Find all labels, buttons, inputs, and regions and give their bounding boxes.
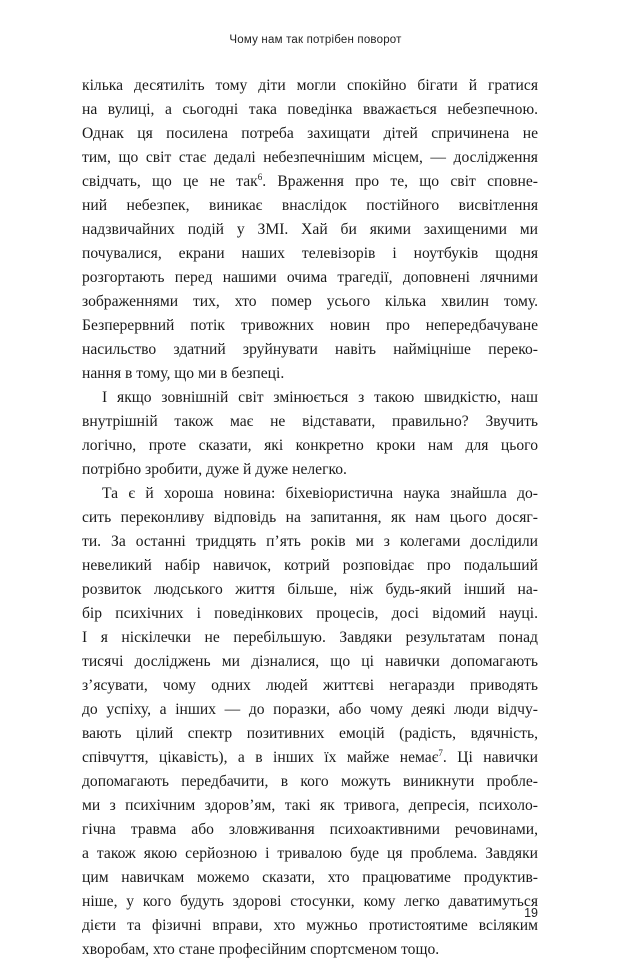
text-line: на вулиці, а сьогодні така поведінка вважається небезпечною. [82,101,538,118]
text-line: насильство здатний зруйнувати навіть найміцніше переко- [82,341,538,358]
footnote-marker: 7 [438,747,443,758]
running-header: Чому нам так потрібен поворот [229,34,402,46]
text-line: хворобам, хто стане професійним спортсменом тощо. [82,941,440,958]
text-line: нання в тому, що ми в безпеці. [82,365,285,382]
text-segment: . Ці навички [442,749,538,766]
text-line: ний небезпек, виникає внаслідок постійного висвітлення [82,197,538,214]
page-number: 19 [524,906,538,920]
text-line: потрібно зробити, дуже й дуже нелегко. [82,461,347,478]
text-line: до успіху, а інших — до поразки, або чому деякі люди відчу- [82,701,538,718]
text-segment: свідчать, що це не так [82,173,258,190]
text-segment: співчуття, цікавість), а в інших їх майже немає [82,749,439,766]
text-line: Однак ця посилена потреба захищати дітей спричинена не [82,125,538,142]
text-line: почувалися, екрани наших телевізорів і ноутбуків щодня [82,245,538,262]
text-line: дієти та фізичні вправи, хто мужньо протистоятиме всіляким [82,917,538,934]
text-line [82,746,538,770]
text-line: з’ясувати, чому одних людей життєві негаразди приводять [82,677,538,694]
text-line: розгортають перед нашими очима трагедії, доповнені лячними [82,269,538,286]
footnote-marker: 6 [257,171,263,182]
text-line: бір психічних і поведінкових процесів, досі відомий науці. [82,605,538,622]
text-line: І якщо зовнішній світ змінюється з такою швидкістю, наш [102,389,538,406]
text-line: кілька десятиліть тому діти могли спокійно бігати й гратися [82,77,538,94]
text-line: ти. За останні тридцять п’ять років ми з колегами дослідили [82,533,538,550]
text-line [82,170,538,194]
text-line: а також якою серйозною і тривалою буде ця проблема. Завдяки [82,845,538,862]
text-line: ми з психічним здоров’ям, такі як тривога, депресія, психоло- [82,797,538,814]
text-line: цим навичкам можемо сказати, хто працюватиме продуктив- [82,869,538,886]
text-line: тим, що світ стає дедалі небезпечнішим місцем, — дослідження [82,149,538,166]
text-line: внутрішній також має не відставати, правильно? Звучить [82,413,538,430]
text-line: невеликий набір навичок, котрий розповідає про подальший [82,557,538,574]
text-line: ніше, у кого будуть здорові стосунки, кому легко даватимуться [82,893,538,910]
text-line: гічна травма або зловживання психоактивними речовинами, [82,821,538,838]
text-line: тисячі досліджень ми дізналися, що ці навички допомагають [82,653,538,670]
text-line: вають цілий спектр позитивних емоцій (радість, вдячність, [82,725,538,742]
text-line: логічно, проте сказати, які конкретно кроки нам для цього [82,437,538,454]
text-line: надзвичайних подій у ЗМІ. Хай би якими захищеними ми [82,221,538,238]
text-line: розвиток людського життя більше, ніж будь-який інший на- [82,581,538,598]
text-line: І я ніскілечки не перебільшую. Завдяки результатам понад [82,629,538,646]
text-line: зображеннями тих, хто помер усього кілька хвилин тому. [82,293,538,310]
text-line: Безперервний потік тривожних новин про непередбачуване [82,317,538,334]
text-line: допомагають передбачити, в кого можуть виникнути пробле- [82,773,538,790]
text-segment: . Враження про те, що світ сповне- [262,173,538,190]
text-line: Та є й хороша новина: біхевіористична наука знайшла до- [102,485,538,502]
text-line: сить переконливу відповідь на запитання, як нам цього досяг- [82,509,538,526]
